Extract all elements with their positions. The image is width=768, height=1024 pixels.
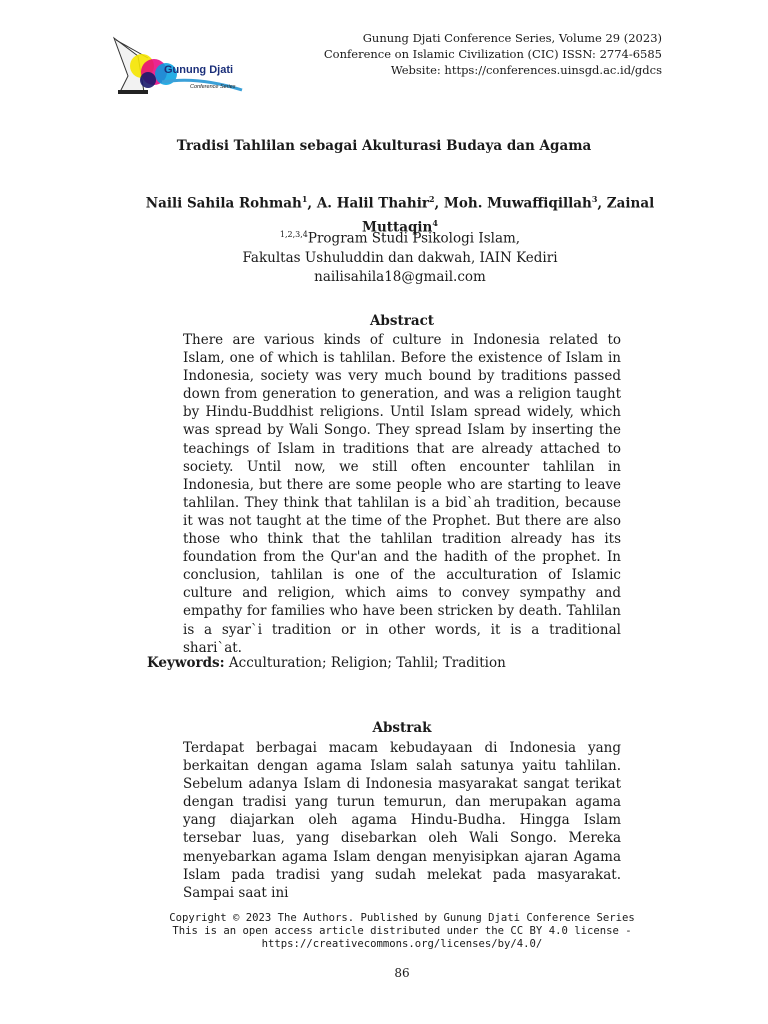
license-line: This is an open access article distributed under the CC BY 4.0 license - <box>172 925 632 937</box>
license-url: https://creativecommons.org/licenses/by/4.0/ <box>261 938 543 950</box>
abstract-heading: Abstract <box>369 313 435 329</box>
author-name: , Zainal Muttaqin <box>362 195 655 235</box>
author-affiliation-mark: 4 <box>432 217 438 228</box>
author-affiliation-mark: 3 <box>591 194 598 204</box>
abstrak-text: Terdapat berbagai macam kebudayaan di Indonesia yang berkaitan dengan agama Islam salah satunya yaitu tahlilan. Sebelum adanya Islam di Indonesia masyarakat sangat terikat dengan tradisi yang turun temurun, dan merupakan agama yang diajarkan oleh agama Hindu-Budha. Hingga Islam tersebar luas, yang disebarkan oleh Wali Songo. Mereka menyebarkan agama Islam dengan menyisipkan ajaran Agama Islam pada tradisi yang sudah melekat pada masyarakat. Sampai saat ini <box>183 740 621 901</box>
affiliation-program: Program Studi Psikologi Islam, <box>307 230 521 247</box>
copyright-line: Copyright © 2023 The Authors. Published by Gunung Djati Conference Series <box>169 912 635 924</box>
logo-text: Gunung Djati <box>164 64 234 76</box>
author-name: , A. Halil Thahir <box>307 195 429 212</box>
conference-line: Conference on Islamic Civilization (CIC) ISSN: 2774-6585 <box>323 47 662 61</box>
author-affiliation-mark: 1 <box>301 194 308 204</box>
author-name: , Moh. Muwaffiqillah <box>434 195 592 212</box>
page-number: 86 <box>394 966 410 980</box>
author-email: nailisahila18@gmail.com <box>314 268 486 285</box>
affiliation-block <box>140 225 660 287</box>
paper-title: Tradisi Tahlilan sebagai Akulturasi Budaya dan Agama <box>176 138 592 154</box>
author-name: Naili Sahila Rohmah <box>145 195 302 212</box>
abstrak-heading: Abstrak <box>372 720 432 736</box>
keywords-value: Acculturation; Religion; Tahlil; Tradition <box>224 655 506 671</box>
conference-logo <box>108 36 248 102</box>
author-affiliation-mark: 2 <box>428 194 435 204</box>
journal-header <box>324 30 662 78</box>
keywords-label: Keywords: <box>147 655 225 671</box>
abstract-text: There are various kinds of culture in Indonesia related to Islam, one of which is tahlilan. Before the existence of Islam in Indonesia, society was very much bound by traditions passed down from generation to generation, and was a religion taught by Hindu-Buddhist religions. Until Islam spread widely, which was spread by Wali Songo. They spread Islam by inserting the teachings of Islam in traditions that are already attached to society. Until now, we still often encounter tahlilan in Indonesia, but there are some people who are starting to leave tahlilan. They think that tahlilan is a bid`ah tradition, because it was not taught at the time of the Prophet. But there are also those who think that the tahlilan tradition already has its foundation from the Qur'an and the hadith of the prophet. In conclusion, tahlilan is one of the acculturation of Islamic culture and religion, which aims to convey sympathy and empathy for families who have been stricken by death. Tahlilan is a syar`i tradition or in other words, it is a traditional shari`at. <box>183 332 621 656</box>
affiliation-mark: 1,2,3,4 <box>279 230 308 239</box>
copyright-footer <box>0 912 768 951</box>
keywords <box>147 655 506 671</box>
series-line: Gunung Djati Conference Series, Volume 29 (2023) <box>362 31 662 45</box>
logo-subtext: Conference Series <box>190 84 236 90</box>
affiliation-faculty: Fakultas Ushuluddin dan dakwah, IAIN Kediri <box>242 249 558 266</box>
website-line: Website: https://conferences.uinsgd.ac.id/gdcs <box>390 63 662 77</box>
